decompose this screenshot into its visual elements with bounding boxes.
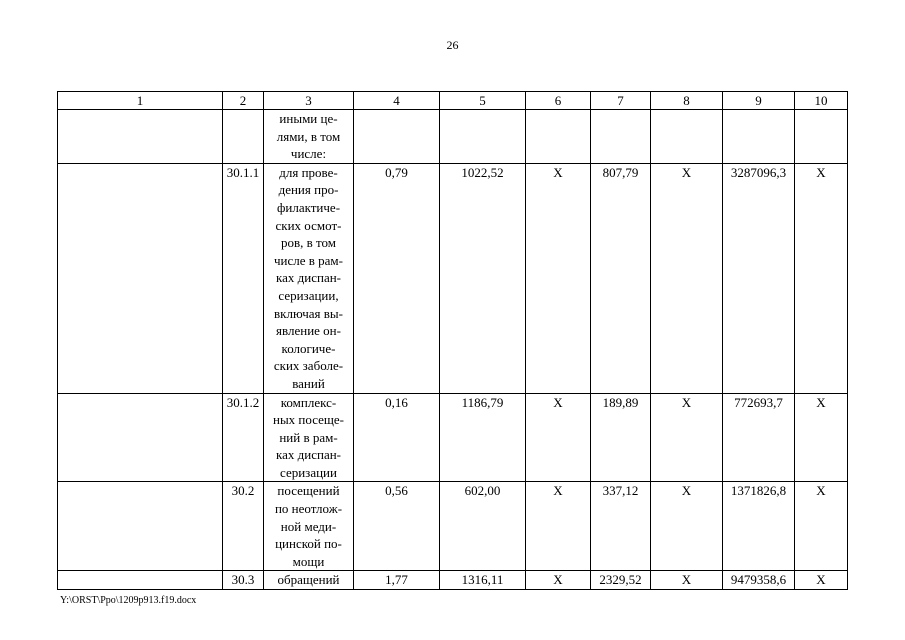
table-row — [58, 482, 848, 571]
cell-text-line: серизации, — [278, 287, 339, 303]
table-cell-c7: 2329,52 — [591, 571, 651, 590]
header-cell: 7 — [591, 92, 651, 110]
cell-text-line: числе: — [290, 146, 327, 162]
table-row — [58, 393, 848, 482]
table-cell-c10: Х — [795, 393, 848, 482]
table-cell-c9: 9479358,6 — [723, 571, 795, 590]
header-cell: 5 — [440, 92, 526, 110]
cell-text-line: обращений — [277, 572, 340, 588]
table-cell-c1 — [58, 571, 223, 590]
table-cell-c6: Х — [526, 482, 591, 571]
table-cell-c1 — [58, 482, 223, 571]
table-row — [58, 163, 848, 393]
cell-text-line: ной меди- — [280, 518, 337, 534]
cell-text-line: ских заболе- — [273, 358, 344, 374]
cell-text-line: по неотлож- — [274, 501, 343, 517]
table-cell-c10: Х — [795, 482, 848, 571]
table-cell-c10: Х — [795, 571, 848, 590]
file-path-footer: Y:\ORST\Ppo\1209p913.f19.docx — [60, 595, 197, 606]
table-cell-c6: Х — [526, 393, 591, 482]
header-cell: 2 — [223, 92, 264, 110]
table-cell-c9: 3287096,3 — [723, 163, 795, 393]
table-cell-c3 — [264, 393, 354, 482]
table-cell-c8: Х — [651, 482, 723, 571]
cell-text-line: мощи — [292, 553, 325, 569]
table-cell-c6: Х — [526, 163, 591, 393]
cell-text-line: числе в рам- — [274, 252, 343, 268]
table-cell-c7 — [591, 110, 651, 164]
table-cell-c4 — [354, 110, 440, 164]
cell-text-line: филактиче- — [276, 199, 341, 215]
table-cell-c10: Х — [795, 163, 848, 393]
header-cell: 10 — [795, 92, 848, 110]
table-cell-c9: 772693,7 — [723, 393, 795, 482]
cell-text-line: лями, в том — [276, 128, 341, 144]
cell-text-line: иными це- — [279, 111, 338, 126]
cell-text-line: явление он- — [276, 323, 341, 339]
table-cell-c4: 0,79 — [354, 163, 440, 393]
table-cell-c7: 189,89 — [591, 393, 651, 482]
table-row — [58, 571, 848, 590]
cell-text-line: ных посеще- — [272, 412, 345, 428]
table-cell-c8 — [651, 110, 723, 164]
table-cell-c2 — [223, 110, 264, 164]
cell-text-line: кологиче- — [281, 340, 336, 356]
table-cell-c8: Х — [651, 393, 723, 482]
table-cell-c9 — [723, 110, 795, 164]
cell-text-line: посещений — [277, 483, 340, 499]
table-cell-c6 — [526, 110, 591, 164]
header-cell: 1 — [58, 92, 223, 110]
table-cell-c5: 1186,79 — [440, 393, 526, 482]
table-cell-c5: 1022,52 — [440, 163, 526, 393]
table-cell-c4: 0,56 — [354, 482, 440, 571]
cell-text-line: серизации — [280, 464, 337, 480]
table-cell-c7: 807,79 — [591, 163, 651, 393]
cell-text-line: дения про- — [278, 182, 339, 198]
table-cell-c2: 30.1.2 — [223, 393, 264, 482]
table-cell-c2: 30.1.1 — [223, 163, 264, 393]
cell-text-line: ках диспан- — [276, 447, 341, 463]
table-cell-c1 — [58, 110, 223, 164]
cell-text-line: включая вы- — [274, 305, 343, 321]
table-cell-c8: Х — [651, 571, 723, 590]
table-cell-c10 — [795, 110, 848, 164]
page-number: 26 — [446, 38, 459, 52]
header-cell: 4 — [354, 92, 440, 110]
table-cell-c2: 30.2 — [223, 482, 264, 571]
table-cell-c4: 0,16 — [354, 393, 440, 482]
cell-text-line: ках диспан- — [276, 270, 341, 286]
cell-text-line: для прове- — [279, 164, 338, 180]
header-cell: 6 — [526, 92, 591, 110]
table-cell-c3 — [264, 110, 354, 164]
cell-text-line: ний в рам- — [279, 429, 338, 445]
header-cell: 8 — [651, 92, 723, 110]
table-cell-c3 — [264, 571, 354, 590]
table-cell-c3 — [264, 163, 354, 393]
table-row — [58, 110, 848, 164]
table-cell-c9: 1371826,8 — [723, 482, 795, 571]
cell-text-line: ров, в том — [280, 235, 336, 251]
table-header-row — [58, 92, 848, 110]
table-cell-c1 — [58, 393, 223, 482]
table-cell-c1 — [58, 163, 223, 393]
table-cell-c2: 30.3 — [223, 571, 264, 590]
table-cell-c8: Х — [651, 163, 723, 393]
data-table — [57, 91, 848, 590]
table-cell-c5: 602,00 — [440, 482, 526, 571]
table-cell-c6: Х — [526, 571, 591, 590]
cell-text-line: комплекс- — [280, 394, 337, 410]
cell-text-line: ских осмот- — [275, 217, 342, 233]
header-cell: 3 — [264, 92, 354, 110]
table-cell-c4: 1,77 — [354, 571, 440, 590]
header-cell: 9 — [723, 92, 795, 110]
cell-text-line: цинской по- — [275, 536, 342, 552]
table-cell-c5 — [440, 110, 526, 164]
table-cell-c3 — [264, 482, 354, 571]
table-cell-c5: 1316,11 — [440, 571, 526, 590]
table-cell-c7: 337,12 — [591, 482, 651, 571]
cell-text-line: ваний — [292, 375, 325, 391]
